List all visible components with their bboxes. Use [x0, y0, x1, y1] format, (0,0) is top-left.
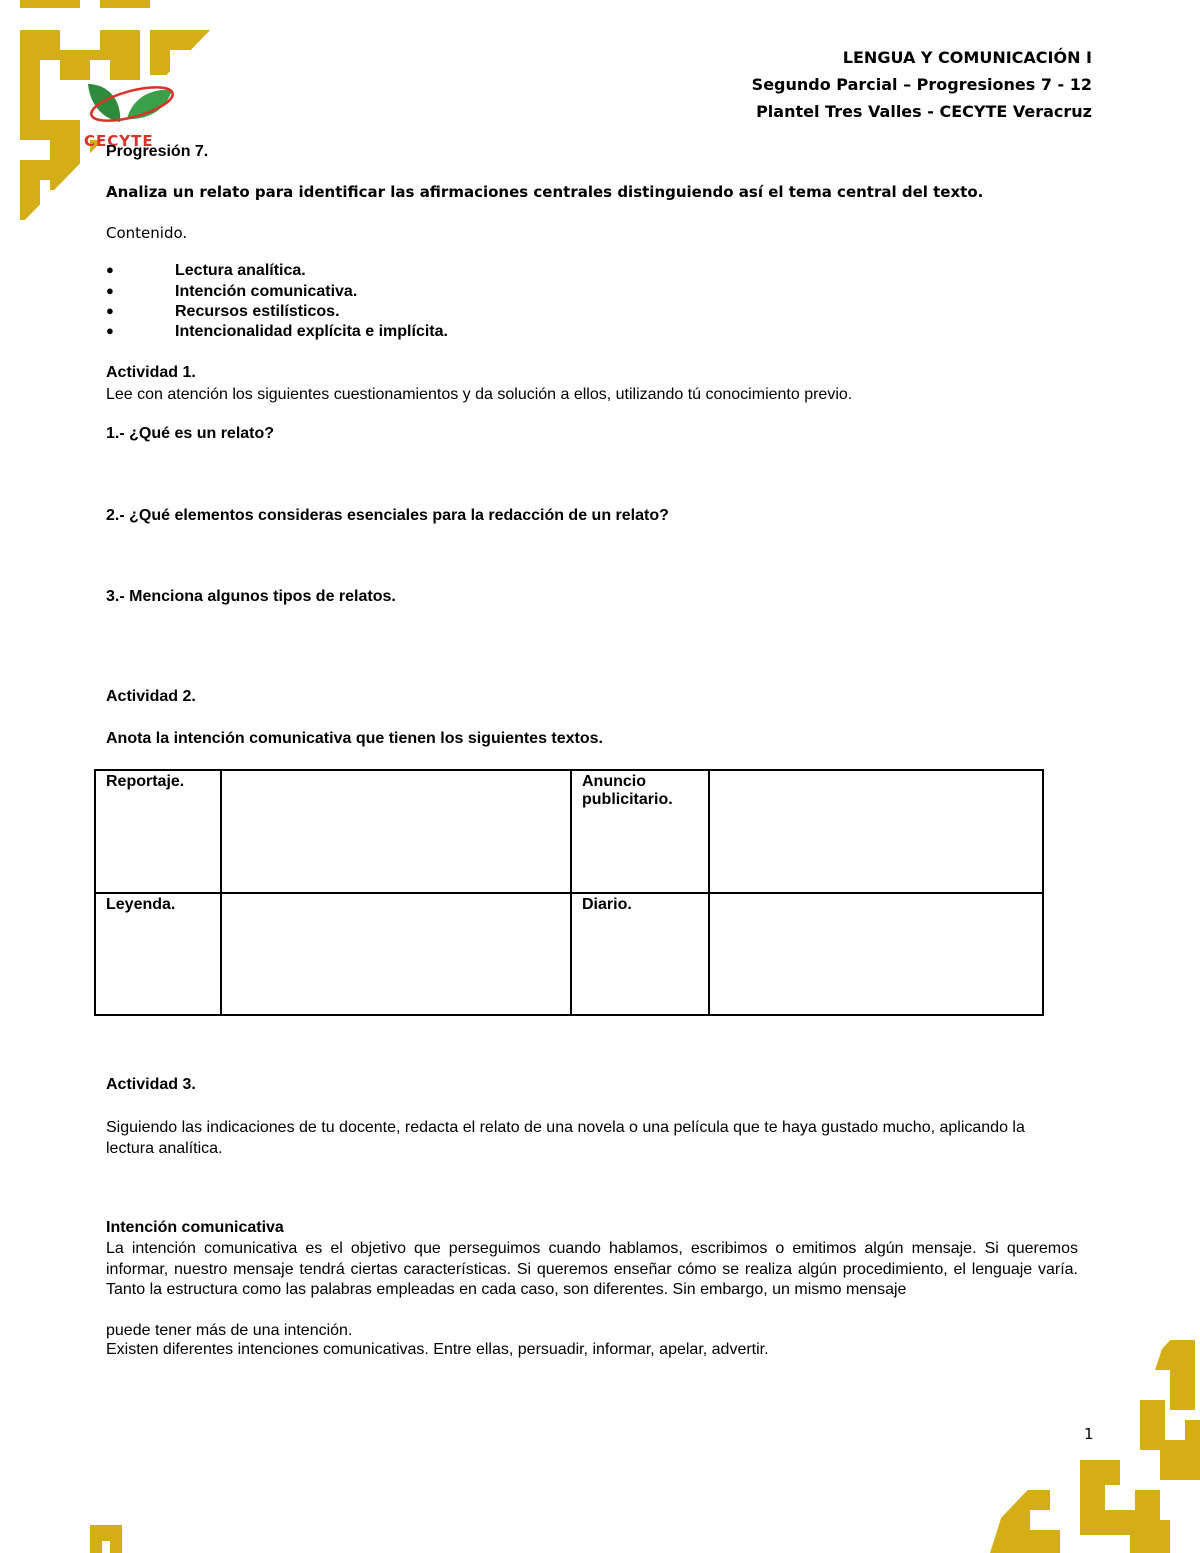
campus-name: Plantel Tres Valles - CECYTE Veracruz: [756, 102, 1092, 121]
document-header: [752, 44, 1092, 125]
bullet-icon: ●: [106, 262, 114, 277]
bullet-icon: ●: [106, 323, 114, 338]
question-2: 2.- ¿Qué elementos consideras esenciales para la redacción de un relato?: [106, 507, 669, 524]
activity1-title: Actividad 1.: [106, 364, 196, 381]
activity3-title: Actividad 3.: [106, 1076, 196, 1093]
table-cell-label: Diario.: [571, 893, 709, 1016]
table-cell-label: Leyenda.: [95, 893, 221, 1016]
bullet-icon: ●: [106, 283, 114, 298]
intention-line3: Existen diferentes intenciones comunicativas. Entre ellas, persuadir, informar, apelar, advertir.: [106, 1341, 769, 1358]
question-3: 3.- Menciona algunos tipos de relatos.: [106, 588, 396, 605]
bullet-icon: ●: [106, 303, 114, 318]
course-title: LENGUA Y COMUNICACIÓN I: [842, 48, 1092, 67]
progression-objective: Analiza un relato para identificar las afirmaciones centrales distinguiendo así el tema central del texto.: [106, 183, 984, 201]
communicative-intention-table: [94, 769, 1044, 1016]
page-number: 1: [1084, 1425, 1094, 1443]
gold-fret-decoration-bottom-left: [90, 1525, 130, 1553]
table-row: [95, 893, 1043, 1016]
activity2-instruction: Anota la intención comunicativa que tienen los siguientes textos.: [106, 730, 603, 747]
intention-paragraph: La intención comunicativa es el objetivo que perseguimos cuando hablamos, escribimos o emitimos algún mensaje. Si queremos informar, nuestro mensaje tendrá ciertas características. Si queremos enseñar cómo se realiza algún procedimiento, el lenguaje varía. Tanto la estructura como las palabras empleadas en cada caso, son diferentes. Sin embargo, un mismo mensaje: [106, 1240, 1078, 1298]
intention-line2: puede tener más de una intención.: [106, 1322, 353, 1339]
activity2-title: Actividad 2.: [106, 688, 196, 705]
question-1: 1.- ¿Qué es un relato?: [106, 425, 275, 442]
cecyte-logo: [82, 74, 192, 154]
activity1-instruction: Lee con atención los siguientes cuestionamientos y da solución a ellos, utilizando tú conocimiento previo.: [106, 386, 853, 403]
content-label: Contenido.: [106, 224, 188, 242]
answer-cell-diario[interactable]: [709, 893, 1043, 1016]
progression-title: Progresión 7.: [106, 143, 209, 160]
cecyte-leaf-logo-icon: [82, 74, 182, 134]
intention-title: Intención comunicativa: [106, 1219, 284, 1236]
answer-cell-anuncio[interactable]: [709, 770, 1043, 893]
table-row: [95, 770, 1043, 893]
table-cell-label: Reportaje.: [95, 770, 221, 893]
answer-cell-leyenda[interactable]: [221, 893, 571, 1016]
answer-cell-reportaje[interactable]: [221, 770, 571, 893]
cecyte-logo-text: CECYTE: [84, 132, 154, 150]
table-cell-label: Anuncio publicitario.: [571, 770, 709, 893]
partial-subtitle: Segundo Parcial – Progresiones 7 - 12: [751, 75, 1092, 94]
activity3-instruction: Siguiendo las indicaciones de tu docente, redacta el relato de una novela o una película que te haya gustado mucho, aplicando la lectura analítica.: [106, 1119, 1025, 1157]
